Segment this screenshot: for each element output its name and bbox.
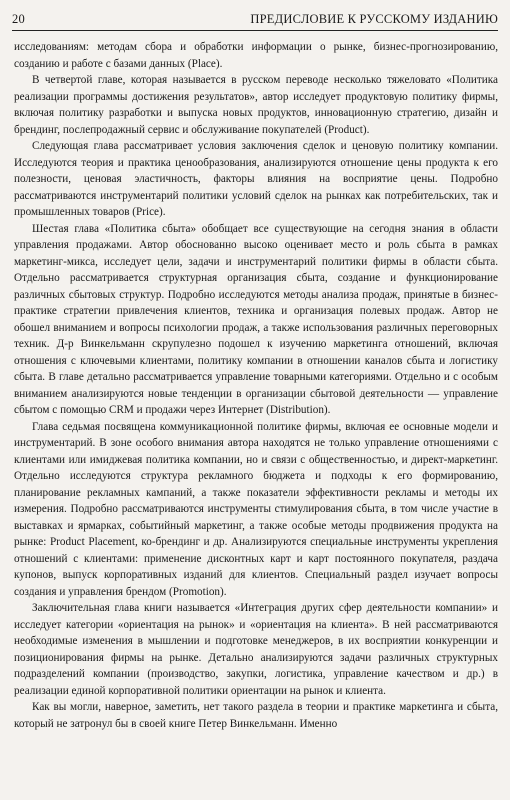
page-number: 20 xyxy=(12,12,25,26)
paragraph: Глава седьмая посвящена коммуникационной политике фирмы, включая ее основные модели и инструментарий. В зоне особого внимания автора находятся не только управление отношениями с клиентами или имиджевая политика компании, но и связи с общественностью, и директ-маркетинг. Отдельно исследуются структура рекламного бюджета и подходы к его формированию, планирование рекламных кампаний, а также показатели эффективности рекламы и методы их измерения. Подробно рассматриваются инструменты стимулирования сбыта, в том числе участие в выставках и ярмарках, событийный маркетинг, а также особые методы продвижения продукта на рынке: Product Placement, ко-брендинг и др. Анализируются специальные инструменты укрепления отношений с клиентами: применение дисконтных карт и карт постоянного покупателя, раздача купонов, выпуск корпоративных изданий для клиентов. Специальный раздел изучает вопросы создания и управления брендом (Promotion). xyxy=(14,420,498,598)
paragraph: Следующая глава рассматривает условия заключения сделок и ценовую политику компании. Исследуются теория и практика ценообразования, анализируются отношение цены продукта к его полезности, ценовая эластичность, факторы влияния на восприятие цены. Подробно рассматриваются инструментарий политики условий сделок на рынках как потребительских, так и промышленных товаров (Price). xyxy=(14,140,498,218)
running-title: ПРЕДИСЛОВИЕ К РУССКОМУ ИЗДАНИЮ xyxy=(250,12,498,26)
paragraph: Заключительная глава книги называется «Интеграция других сфер деятельности компании» и исследует категории «ориентация на рынок» и «ориентация на клиента». В ней рассматриваются необходимые изменения в мышлении и подготовке менеджеров, в их восприятии конкуренции и позиционирования фирмы на рынке. Детально анализируются задачи различных структурных подразделений компании (производство, закупки, логистика, управление качеством и др.) в реализации единой корпоративной политики ориентации на рынок и клиента. xyxy=(14,602,498,697)
paragraph: В четвертой главе, которая называется в русском переводе несколько тяжеловато «Политика реализации программы достижения результатов», автор исследует продуктовую политику фирмы, включая политику разработки и выпуска новых продуктов, инновационную стратегию, дизайн и брендинг, послепродажный сервис и обслуживание покупателей (Product). xyxy=(14,74,498,136)
paragraph: Как вы могли, наверное, заметить, нет такого раздела в теории и практике маркетинга и сбыта, который не затронул бы в своей книге Петер Винкельманн. Именно xyxy=(14,701,498,730)
paragraph: исследованиям: методам сбора и обработки информации о рынке, бизнес-прогнозированию, созданию и работе с базами данных (Place). xyxy=(14,41,498,70)
running-header xyxy=(12,8,498,31)
paragraph: Шестая глава «Политика сбыта» обобщает все существующие на сегодня знания в области управления продажами. Автор обоснованно высоко оценивает место и роль сбыта в рамках маркетинг-микса, исследует цели, задачи и инструментарий политики фирмы в области сбыта. Отдельно рассматривается структурная организация сбыта, создание и функционирование различных сбытовых структур. Подробно исследуются методы анализа продаж, принятые в бизнес-практике стратегии привлечения клиентов, техника и организация полевых продаж. Автор не обошел вниманием и вопросы психологии продаж, а также использования различных переговорных техник. Д-р Винкельманн скрупулезно подошел к изучению маркетинга отношений, включая отношения с ключевыми клиентами, политику компании в отношении каналов сбыта и логистику сбыта. В главе детально рассматривается управление товарными категориями. Отдельно и с особым вниманием анализируются новые тенденции в организации сбытовой деятельности — управление сбытом с помощью CRM и продажи через Интернет (Distribution). xyxy=(14,222,498,416)
body-text xyxy=(14,39,498,732)
